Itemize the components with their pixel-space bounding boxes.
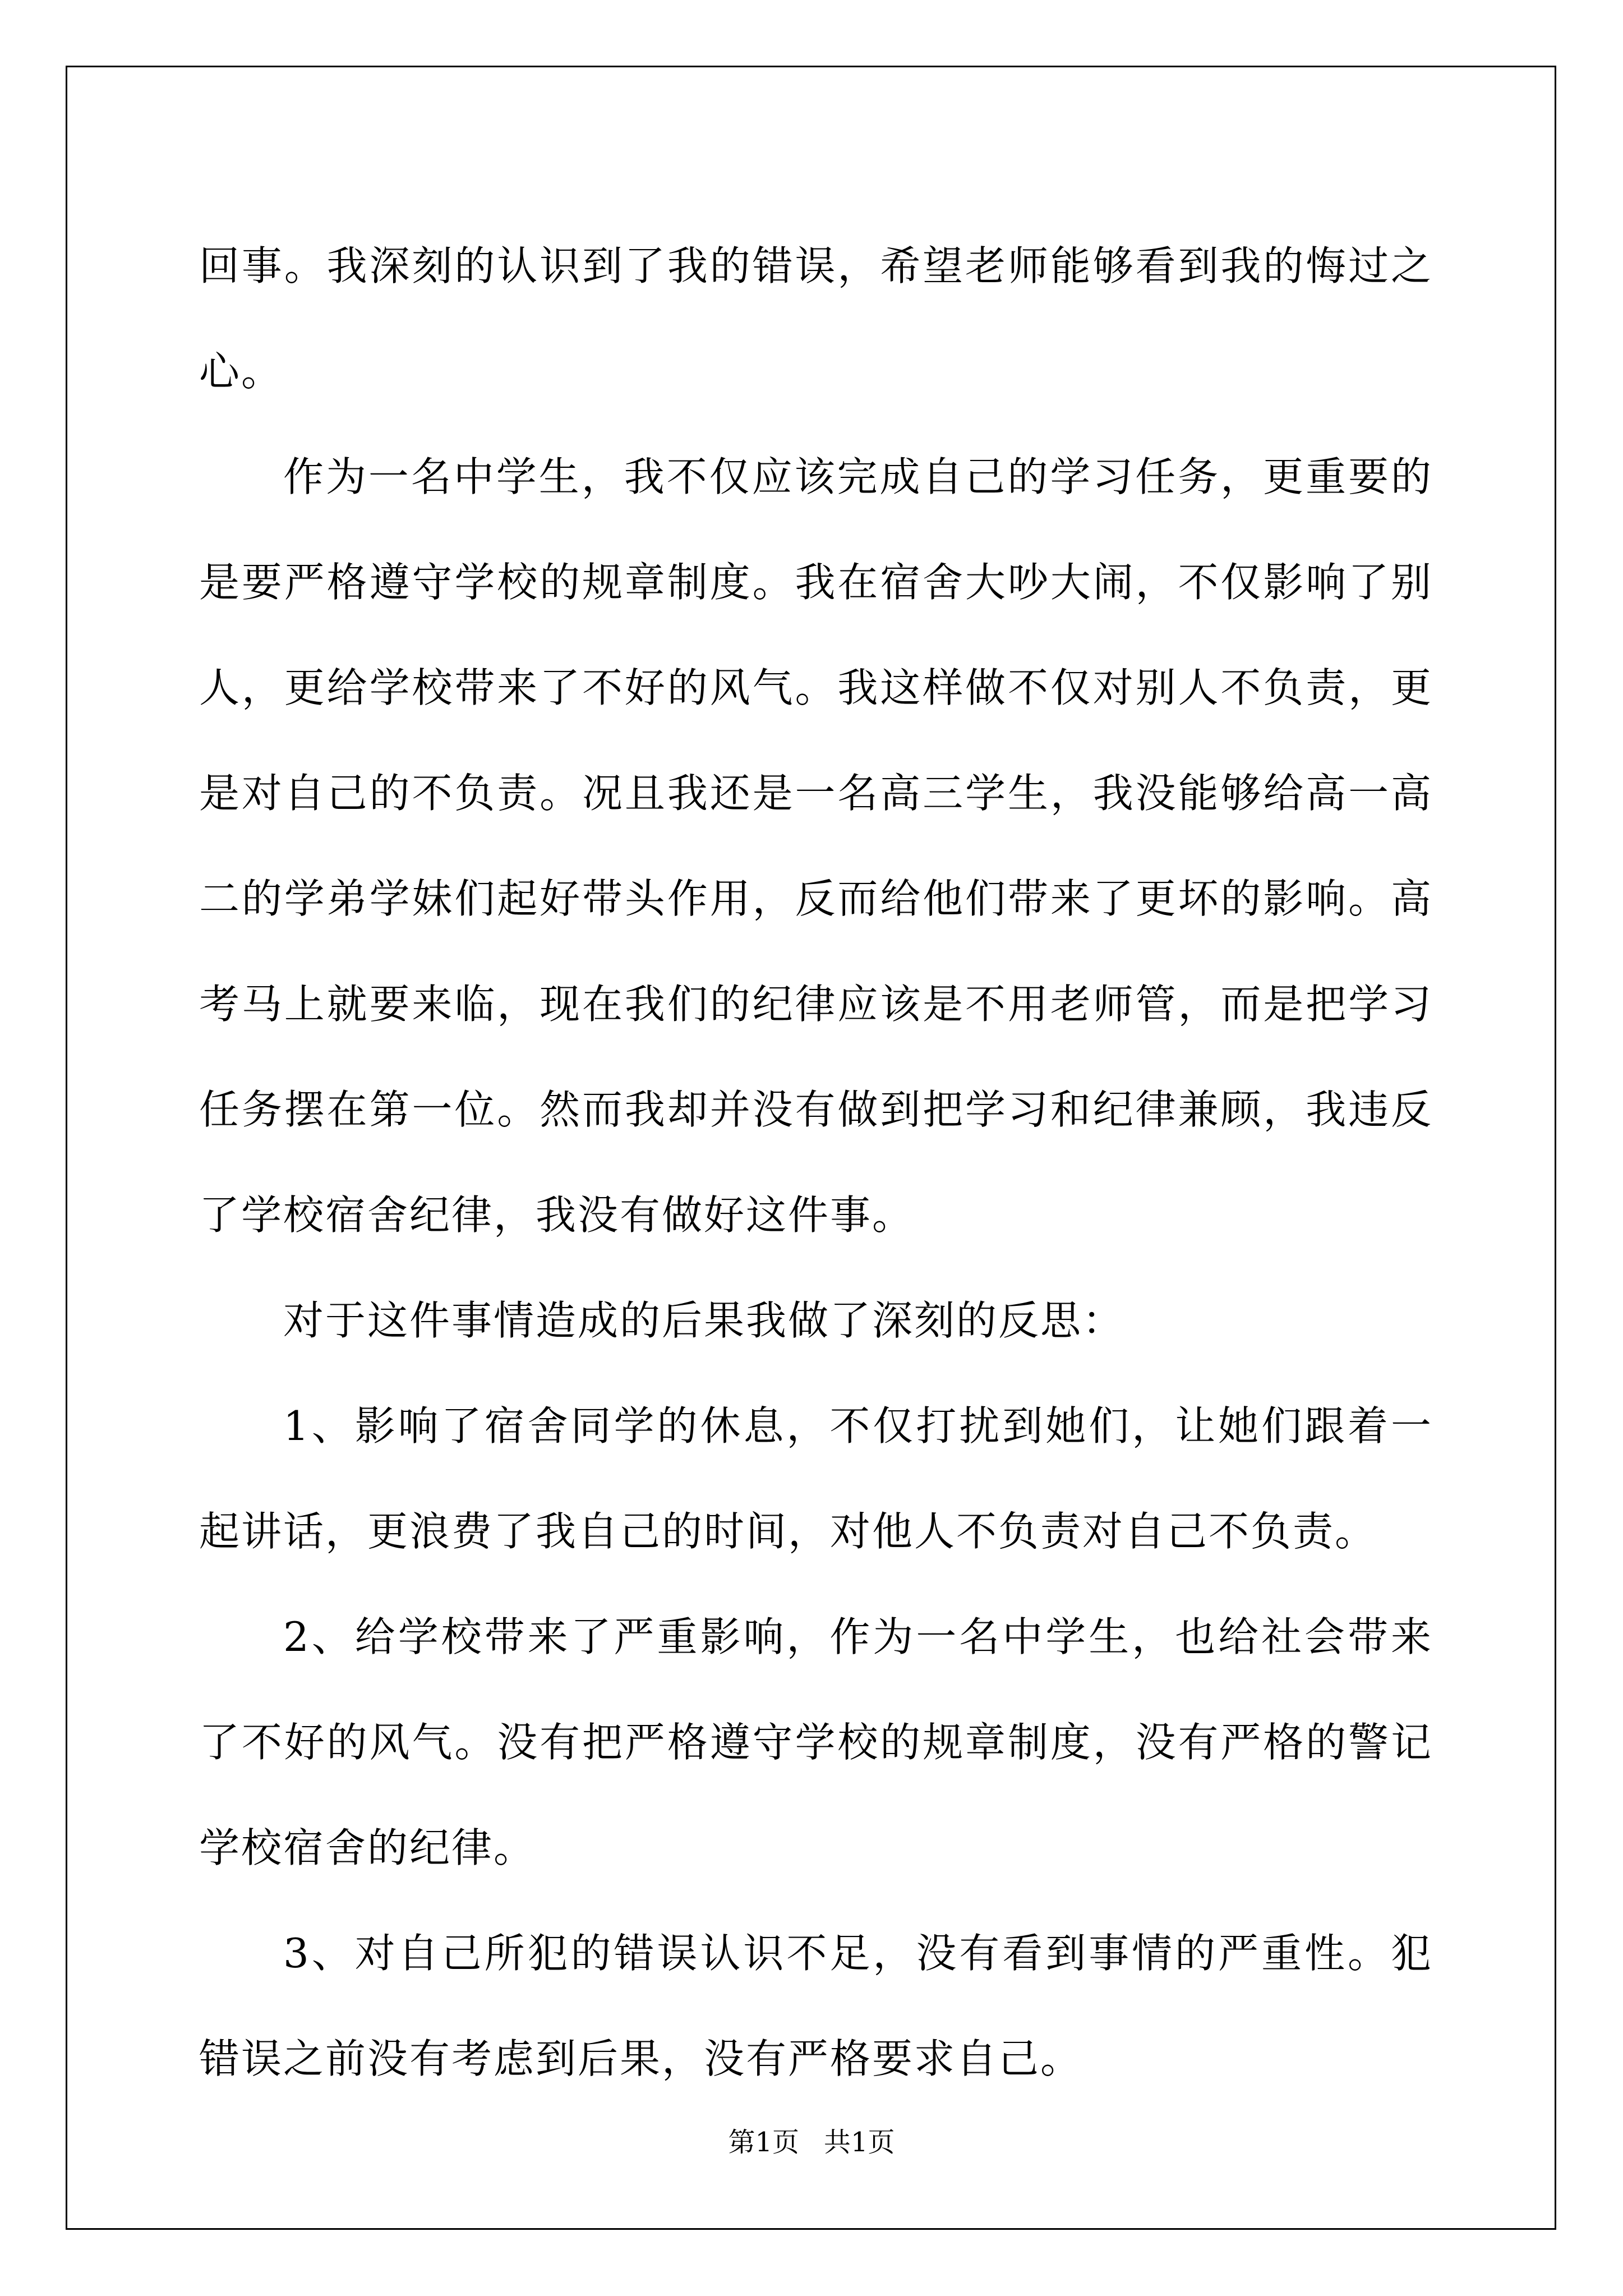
paragraph-6: 3、对自己所犯的错误认识不足，没有看到事情的严重性。犯错误之前没有考虑到后果，没有严格要求自己。 [199,1930,1433,2082]
paragraph-5: 2、给学校带来了严重影响，作为一名中学生，也给社会带来了不好的风气。没有把严格遵守学校的规章制度，没有严格的警记学校宿舍的纪律。 [199,1613,1433,1871]
paragraph-2: 作为一名中学生，我不仅应该完成自己的学习任务，更重要的是要严格遵守学校的规章制度。我在宿舍大吵大闹，不仅影响了别人，更给学校带来了不好的风气。我这样做不仅对别人不负责，更是对自己的不负责。况且我还是一名高三学生，我没能够给高一高二的学弟学妹们起好带头作用，反而给他们带来了更坏的影响。高考马上就要来临，现在我们的纪律应该是不用老师管，而是把学习任务摆在第一位。然而我却并没有做到把学习和纪律兼顾，我违反了学校宿舍纪律，我没有做好这件事。 [199,453,1433,1239]
paragraph-4: 1、影响了宿舍同学的休息，不仅打扰到她们，让她们跟着一起讲话，更浪费了我自己的时间，对他人不负责对自己不负责。 [199,1402,1433,1555]
paragraph-1: 回事。我深刻的认识到了我的错误，希望老师能够看到我的悔过之心。 [199,242,1433,395]
paragraph-3: 对于这件事情造成的后果我做了深刻的反思： [283,1297,1125,1344]
page-total: 共1页 [824,2127,895,2158]
document-body [199,213,1433,2111]
page-number: 第1页 [728,2127,799,2158]
page-footer [0,2120,1623,2159]
